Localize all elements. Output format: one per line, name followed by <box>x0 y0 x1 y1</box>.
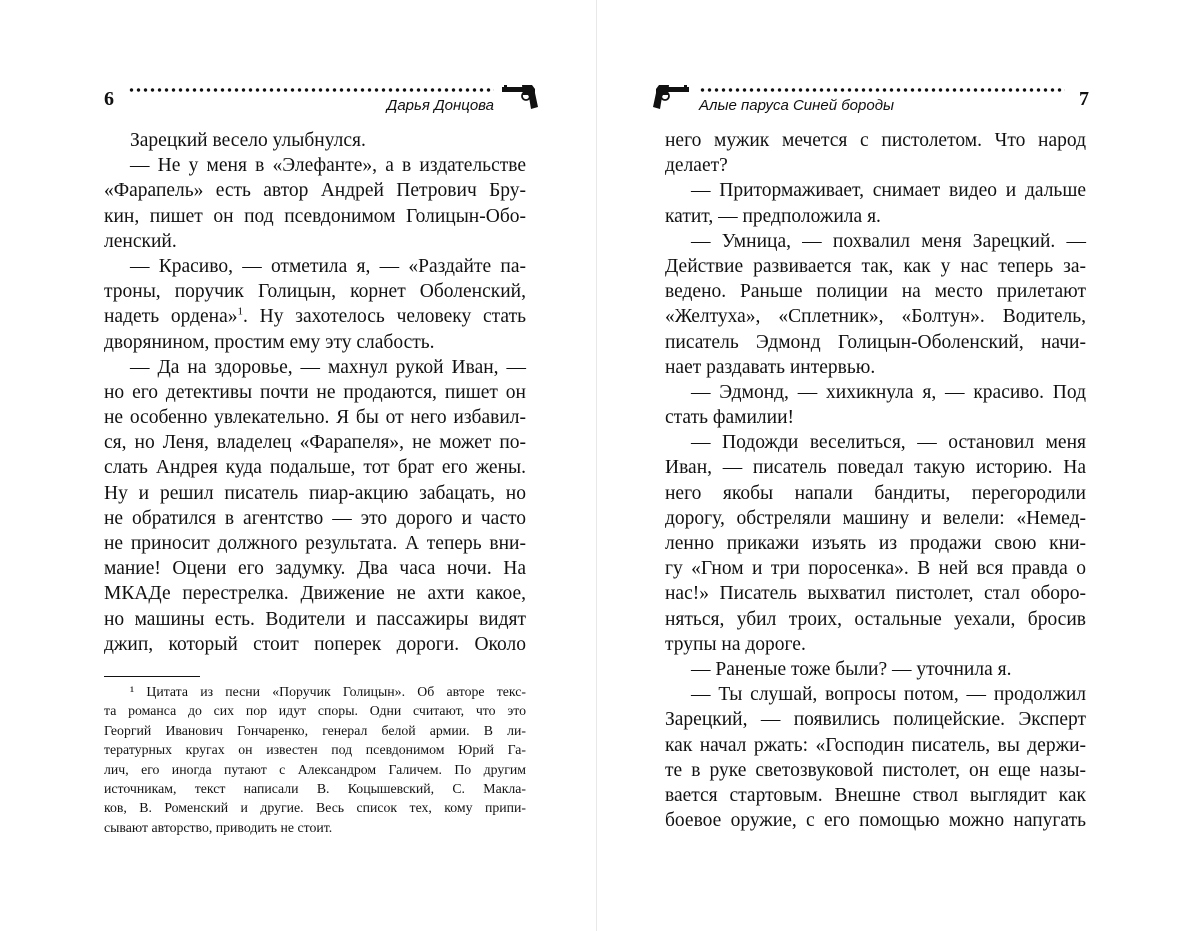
text-line <box>665 556 1086 581</box>
text-line <box>665 380 1086 405</box>
text-line-text: Зарецкий, — появились полицейские. Эксперт <box>665 709 1086 731</box>
text-line-text: делает? <box>665 155 728 177</box>
text-line-text: не приносит должного результата. А теперь вни- <box>104 533 526 554</box>
text-line <box>665 607 1086 632</box>
text-line-text: МКАДе перестрелка. Движение не ахти какое, <box>104 583 526 605</box>
text-line-text: слать Андрея куда подальше, тот брат его жены. <box>104 457 526 479</box>
text-line <box>104 556 526 581</box>
text-line-text: катит, — предположила я. <box>665 205 881 227</box>
revolver-icon <box>653 84 689 110</box>
text-line <box>104 330 526 355</box>
footnote-line <box>104 701 526 720</box>
footnote-line <box>104 818 526 837</box>
text-line <box>665 581 1086 606</box>
revolver-icon <box>502 84 538 110</box>
text-line-text: трупы на дороге. <box>665 633 806 655</box>
text-line <box>665 229 1086 254</box>
text-line <box>104 430 526 455</box>
text-line <box>104 204 526 229</box>
footnote-line <box>104 682 526 701</box>
text-line-text: боевое оружие, с его помощью можно напугать <box>665 810 1086 832</box>
text-line-text: ленский. <box>104 230 177 252</box>
right-page-body <box>665 128 1086 833</box>
text-line-text: — Умница, — похвалил меня Зарецкий. — <box>691 230 1086 252</box>
text-line-text: писатель Эдмонд Голицын-Оболенский, начи- <box>665 331 1086 353</box>
text-line-text: ведено. Раньше полиции на место прилетают <box>665 281 1086 303</box>
dotted-rule-left <box>128 86 494 94</box>
left-page-body <box>104 128 526 657</box>
text-line <box>104 380 526 405</box>
footnote-line-text: ¹ Цитата из песни «Поручик Голицын». Об авторе текс- <box>130 684 526 699</box>
text-line-text: — Не у меня в «Элефанте», а в издательстве <box>130 155 526 177</box>
footnote-line-text: тературных кругах он известен под псевдонимом Юрий Га- <box>104 742 526 758</box>
text-line <box>665 455 1086 480</box>
left-page <box>0 0 596 931</box>
text-line-text: — Красиво, — отметила я, — «Раздайте па- <box>130 255 526 277</box>
text-line-text: как начал ржать: «Господин писатель, вы держи- <box>665 734 1086 756</box>
text-line <box>665 153 1086 178</box>
text-line <box>104 506 526 531</box>
footnote-line <box>104 740 526 759</box>
text-line <box>104 279 526 304</box>
text-line <box>665 733 1086 758</box>
text-line-text: гу «Гном и три поросенка». В ней вся правда о <box>665 558 1086 580</box>
text-line-text: него мужик мечется с пистолетом. Что народ <box>665 130 1086 151</box>
text-line <box>665 682 1086 707</box>
text-line <box>665 279 1086 304</box>
text-line-text: мание! Оцени его задумку. Два часа ночи. На <box>104 558 526 580</box>
text-line-text: Ну и решил писатель пиар-акцию забацать, но <box>104 482 526 504</box>
text-line <box>665 506 1086 531</box>
text-line-text: няться, убил троих, остальные уехали, бросив <box>665 608 1086 630</box>
text-line-text: «Фарапель» есть автор Андрей Петрович Бру- <box>104 180 526 202</box>
text-line-text: — Ты слушай, вопросы потом, — продолжил <box>691 684 1086 706</box>
text-line <box>665 204 1086 229</box>
text-line <box>104 153 526 178</box>
text-line <box>104 178 526 203</box>
footnote-line-text: та романса до сих пор идут споры. Одни считают, что это <box>104 703 526 719</box>
text-line <box>665 481 1086 506</box>
footnote-marker: 1 <box>237 305 244 318</box>
dotted-rule-right <box>699 86 1065 94</box>
right-page-header <box>653 84 1089 114</box>
text-line-text: — Подожди веселиться, — остановил меня <box>691 432 1086 454</box>
text-line-text: ся, но Леня, владелец «Фарапеля», не может по- <box>104 432 526 454</box>
text-line <box>104 229 526 254</box>
text-line-text: нает раздавать интервью. <box>665 356 876 378</box>
footnote-line-text: сывают авторство, приводить не стоит. <box>104 819 333 835</box>
footnote-line-text: Георгий Иванович Гончаренко, генерал белой армии. В ли- <box>104 722 526 738</box>
text-line-text: «Желтуха», «Сплетник», «Болтун». Водитель, <box>665 306 1086 328</box>
text-line-text: не особенно увлекательно. Я бы от него избавил- <box>104 407 526 429</box>
text-line <box>665 632 1086 657</box>
page-number-right: 7 <box>1079 88 1089 110</box>
text-line <box>665 128 1086 153</box>
footnote-line-text: источникам, текст написали В. Коцышевский, С. Макла- <box>104 780 526 796</box>
text-line <box>104 304 526 329</box>
text-line <box>104 254 526 279</box>
footnote <box>104 682 526 837</box>
text-line <box>665 758 1086 783</box>
text-line <box>104 581 526 606</box>
text-line-text: нас!» Писатель выхватил пистолет, стал оборо- <box>665 583 1086 605</box>
text-line-text: те в руке светозвуковой пистолет, он еще назы- <box>665 759 1086 781</box>
page-number-left: 6 <box>104 88 114 110</box>
text-line-text: — Притормаживает, снимает видео и дальше <box>691 180 1086 202</box>
text-line-text: кин, пишет он под псевдонимом Голицын-Обо- <box>104 205 526 227</box>
right-page <box>597 0 1193 931</box>
text-line <box>104 531 526 556</box>
text-line-text: но машины есть. Водители и пассажиры видят <box>104 608 526 630</box>
text-line-text: — Раненые тоже были? — уточнила я. <box>691 658 1012 680</box>
text-line-text: Зарецкий весело улыбнулся. <box>130 130 366 151</box>
text-line <box>665 430 1086 455</box>
text-line-text: дворянином, простим ему эту слабость. <box>104 331 435 353</box>
text-line <box>665 531 1086 556</box>
footnote-line-text: ков, В. Роменский и другие. Весь список тех, кому припи- <box>104 800 526 816</box>
text-line-text: Иван, — писатель поведал такую историю. На <box>665 457 1086 479</box>
text-line-text: — Да на здоровье, — махнул рукой Иван, — <box>130 356 526 378</box>
text-line <box>104 481 526 506</box>
text-line <box>665 355 1086 380</box>
text-line <box>665 707 1086 732</box>
footnote-line <box>104 721 526 740</box>
text-line <box>665 808 1086 833</box>
text-line <box>104 632 526 657</box>
text-line-text: стать фамилии! <box>665 407 795 429</box>
text-line <box>665 330 1086 355</box>
text-line-text: ленно прикажи изъять из продажи свою кни- <box>665 533 1086 554</box>
footnote-line-text: лич, его иногда путают с Александром Галичем. По другим <box>104 761 526 777</box>
footnote-line <box>104 798 526 817</box>
text-line-text: надеть ордена» <box>104 306 238 328</box>
text-line-text: троны, поручик Голицын, корнет Оболенский, <box>104 281 526 303</box>
text-line <box>665 657 1086 682</box>
text-line <box>104 128 526 153</box>
text-line <box>665 254 1086 279</box>
text-line <box>104 355 526 380</box>
text-line-text: джип, который стоит поперек дороги. Около <box>104 633 526 655</box>
text-line <box>665 405 1086 430</box>
text-line-text: не обратился в агентство — это дорого и часто <box>104 507 526 529</box>
running-head-author: Дарья Донцова <box>386 97 494 114</box>
text-line <box>665 783 1086 808</box>
text-line <box>104 455 526 480</box>
left-page-header <box>104 84 538 114</box>
text-line-text: но его детективы почти не продаются, пишет он <box>104 381 526 403</box>
text-line-text: — Эдмонд, — хихикнула я, — красиво. Под <box>691 381 1086 403</box>
footnote-line <box>104 779 526 798</box>
footnote-line <box>104 760 526 779</box>
text-line-text: вается стартовым. Внешне ствол выглядит как <box>665 784 1086 806</box>
text-line <box>665 178 1086 203</box>
text-line-text: . Ну захотелось человеку стать <box>243 306 526 328</box>
text-line-text: Действие развивается так, как у нас теперь за- <box>665 255 1086 277</box>
text-line <box>104 607 526 632</box>
running-head-title: Алые паруса Синей бороды <box>699 97 895 114</box>
footnote-rule <box>104 676 200 677</box>
text-line <box>104 405 526 430</box>
text-line-text: дорогу, обстреляли машину и велели: «Немед- <box>665 507 1086 529</box>
text-line-text: него якобы напали бандиты, перегородили <box>665 482 1086 504</box>
text-line <box>665 304 1086 329</box>
